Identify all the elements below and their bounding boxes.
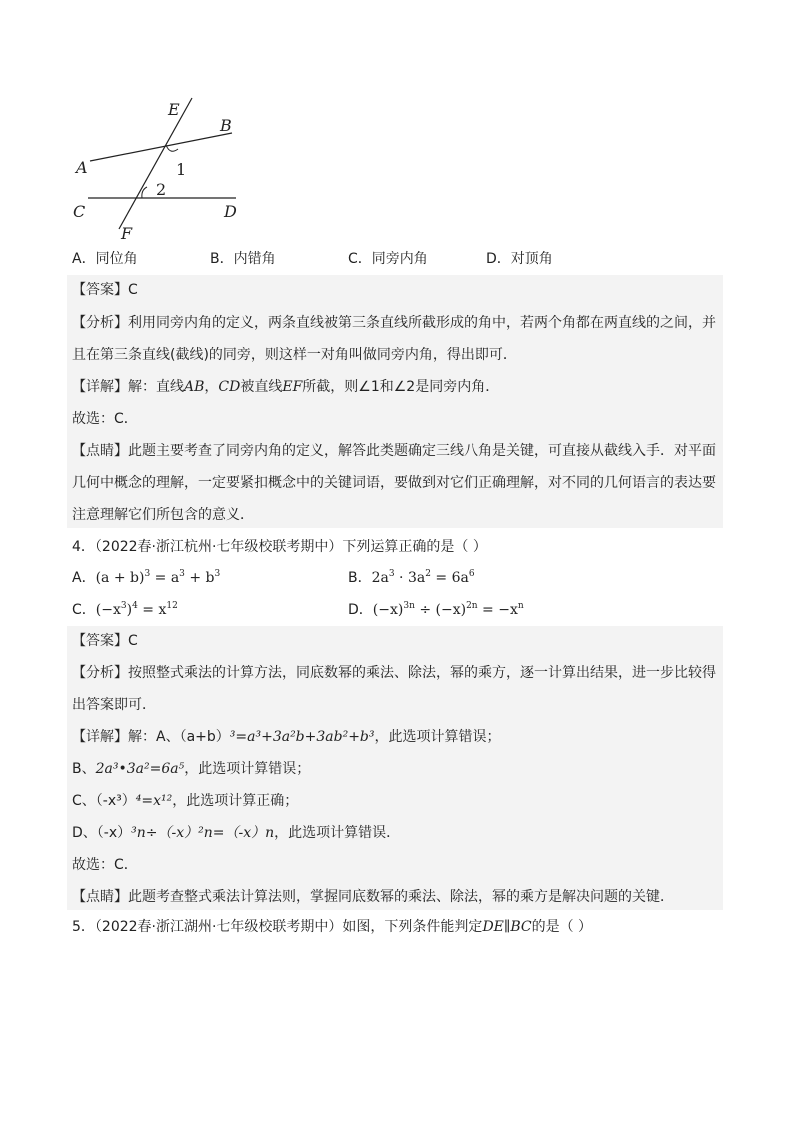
q3-comment-line-1: 【点睛】此题主要考查了同旁内角的定义，解答此类题确定三线八角是关键，可直接从截线入手．对平面 <box>72 443 716 459</box>
q4-option-a-label: A． <box>72 570 96 586</box>
q4-option-b-label: B． <box>348 570 372 586</box>
q4-analysis-line-1: 【分析】按照整式乘法的计算方法，同底数幂的乘法、除法，幂的乘方，逐一计算出结果，进一步比较得 <box>72 665 716 681</box>
q3-detail-tail: 所截，则∠1和∠2是同旁内角． <box>302 379 500 395</box>
q4-option-c-expr: $(-x^3)^4 = x^{12}$ <box>95 601 178 618</box>
q5-stem: 5．（2022春·浙江湖州·七年级校联考期中）如图，下列条件能判定DE∥BC的是（ ） <box>72 919 593 935</box>
label-b: B <box>220 116 232 135</box>
q3-detail <box>72 377 499 397</box>
label-1: 1 <box>176 160 187 179</box>
q3-analysis-line-2: 且在第三条直线(截线)的同旁，则这样一对角叫做同旁内角，得出即可． <box>72 347 517 363</box>
q4-comment: 【点睛】此题考查整式乘法计算法则，掌握同底数幂的乘法、除法，幂的乘方是解决问题的关键． <box>72 889 674 905</box>
line-ab <box>90 133 232 161</box>
q3-analysis-line-1: 【分析】利用同旁内角的定义，两条直线被第三条直线所截形成的角中，若两个角都在两直线的之间，并 <box>72 315 716 331</box>
q3-option-b: B．内错角 <box>210 251 276 267</box>
q4-option-c-label: C． <box>72 602 96 618</box>
label-f: F <box>121 224 133 243</box>
q4-answer: 【答案】C <box>72 633 138 649</box>
q4-detail-line-4: D、（-x）³n÷（-x）²n=（-x）n，此选项计算错误． <box>72 825 401 841</box>
q4-detail-line-3: C、（-x³）⁴=x¹²，此选项计算正确； <box>72 793 299 809</box>
q4-option-a-expr: $(a + b)^3 = a^3 + b^3$ <box>95 569 221 586</box>
label-2: 2 <box>156 180 167 199</box>
q4-option-c <box>72 600 178 620</box>
q4-choose: 故选：C． <box>72 857 138 873</box>
angle-2-arc <box>142 187 147 198</box>
q4-detail-line-1: 【详解】解：A、（a+b）³=a³+3a²b+3ab²+b³，此选项计算错误； <box>72 729 501 745</box>
q4-option-a <box>72 568 220 588</box>
q4-option-d <box>348 600 524 620</box>
q3-detail-cd: CD <box>218 379 241 395</box>
label-c: C <box>73 202 86 221</box>
label-d: D <box>224 202 237 221</box>
q4-option-b-expr: $2a^3 \cdot 3a^2 = 6a^6$ <box>371 569 475 586</box>
q4-analysis-line-2: 出答案即可． <box>72 697 156 713</box>
q3-answer: 【答案】C <box>72 282 138 298</box>
q4-option-b <box>348 568 475 588</box>
q4-option-d-label: D． <box>348 602 373 618</box>
q3-choose: 故选：C． <box>72 411 138 427</box>
label-a: A <box>76 158 88 177</box>
q3-detail-sep: ， <box>204 379 219 395</box>
q4-option-d-expr: $(-x)^{3n} \div (-x)^{2n} = -x^n$ <box>372 601 524 618</box>
q4-detail-line-2: B、2a³•3a²=6a⁵，此选项计算错误； <box>72 761 311 777</box>
q3-detail-prefix: 【详解】解：直线 <box>72 379 184 395</box>
q3-comment-line-3: 注意理解它们所包含的意义． <box>72 507 254 523</box>
q3-detail-ab: AB <box>184 379 205 395</box>
q3-option-d: D．对顶角 <box>486 251 553 267</box>
q4-stem: 4．（2022春·浙江杭州·七年级校联考期中）下列运算正确的是（ ） <box>72 539 487 555</box>
q3-detail-ef: EF <box>282 379 303 395</box>
q3-option-c: C．同旁内角 <box>348 251 428 267</box>
angle-figure <box>70 95 250 245</box>
q3-detail-mid: 被直线 <box>240 379 283 395</box>
label-e: E <box>168 100 180 119</box>
q3-comment-line-2: 几何中概念的理解，一定要紧扣概念中的关键词语，要做到对它们正确理解，对不同的几何语言的表达要 <box>72 475 716 491</box>
q3-option-a: A．同位角 <box>72 251 138 267</box>
